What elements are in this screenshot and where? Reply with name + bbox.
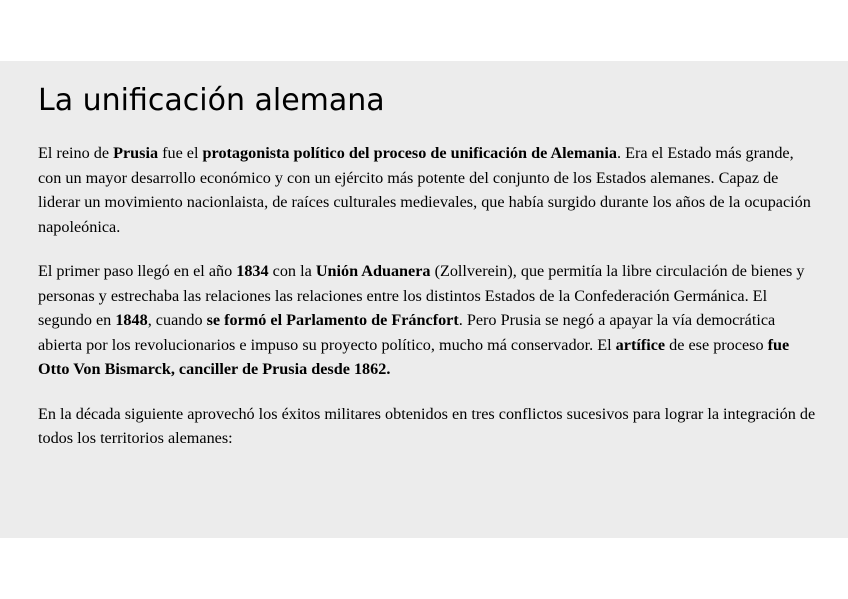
text-run-bold: artífice (615, 335, 666, 354)
text-run: fue el (158, 144, 203, 162)
text-run: de ese proceso (665, 335, 768, 354)
text-run-bold: se formó el Parlamento de Fráncfort (206, 311, 459, 329)
text-run: con la (268, 262, 316, 280)
text-run: . Era el Estado más grande, con un mayor desarrollo económico y con un ejército más potente del conjunto de los Estados alemanes. Capaz de liderar un movimiento nacionlaista, de raíces culturales medievales, que había surgido durante los años de la ocupación napoleónica. (38, 144, 811, 236)
slide (0, 61, 848, 538)
text-run: . Pero Prusia se negó a apayar la vía democrática abierta por los revolucionarios e impuso su proyecto político, mucho má conservador. El (38, 311, 776, 354)
text-run-bold: Unión Aduanera (315, 262, 431, 280)
text-run: En la década siguiente aprovechó los éxitos militares obtenidos en tres conflictos sucesivos para lograr la integración de todos los territorios alemanes: (38, 404, 816, 447)
text-run-bold: fue Otto Von Bismarck, canciller de Prusia desde 1862. (38, 335, 790, 378)
slide-title: La unificación alemana (38, 83, 385, 118)
paragraph-decada-siguiente (38, 402, 818, 451)
paragraph-primer-paso (38, 259, 818, 382)
text-run-bold: 1848 (115, 311, 148, 329)
text-run: , cuando (147, 311, 207, 329)
text-run: El primer paso llegó en el año (38, 262, 237, 280)
text-run-bold: 1834 (236, 262, 269, 280)
text-run: El reino de (38, 144, 114, 162)
text-run-bold: Prusia (113, 144, 159, 162)
text-run-bold: protagonista político del proceso de unificación de Alemania (202, 144, 617, 162)
paragraph-prusia (38, 141, 818, 239)
slide-body (38, 141, 818, 471)
text-run: (Zollverein), que permitía la libre circulación de bienes y personas y estrechaba las relaciones las relaciones entre los distintos Estados de la Confederación Germánica. El segundo en (38, 262, 805, 329)
